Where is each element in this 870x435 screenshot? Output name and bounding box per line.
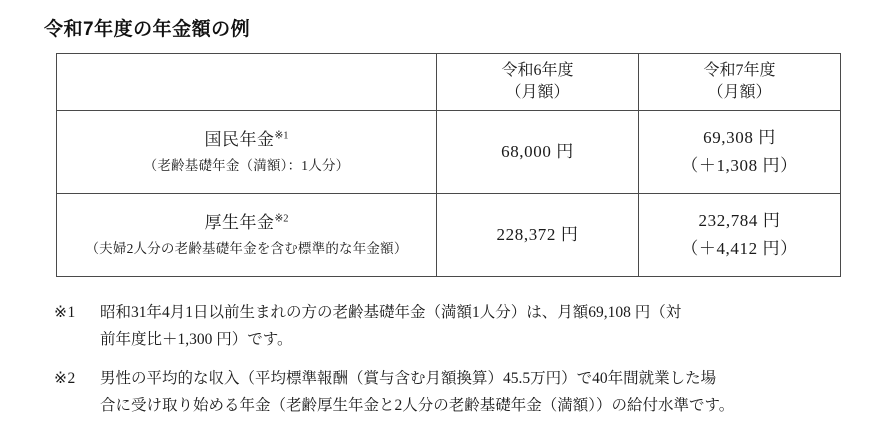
table-row — [57, 111, 841, 194]
footnotes — [54, 299, 854, 420]
cell-kokumin-fy6 — [437, 111, 639, 194]
row-label-main-text: 国民年金 — [204, 129, 275, 149]
row-label-kokumin-nenkin — [57, 111, 437, 194]
header-fy7-year: 令和7年度 — [703, 62, 776, 80]
cell-kokumin-fy7 — [639, 111, 841, 194]
table-header-row — [57, 54, 841, 111]
row-label-footnote-mark: ※1 — [274, 130, 289, 141]
row-label-main-text: 厚生年金 — [204, 212, 275, 232]
table-row — [57, 194, 841, 277]
amount-delta: （＋4,412 円） — [681, 239, 798, 258]
page-title: 令和7年度の年金額の例 — [44, 19, 251, 40]
footnote-text — [100, 365, 854, 419]
row-label-sub: （老齢基礎年金（満額）：1人分） — [143, 158, 350, 174]
amount-value: 68,000 円 — [501, 142, 574, 162]
cell-kosei-fy7 — [639, 194, 841, 277]
footnote-text — [100, 299, 854, 353]
row-label-main — [57, 211, 436, 235]
amount-delta: （＋1,308 円） — [681, 156, 798, 175]
header-cell-blank — [57, 54, 437, 111]
header-fy6-year: 令和6年度 — [501, 62, 574, 80]
footnote-1 — [54, 299, 854, 353]
footnote-line: 昭和31年4月1日以前生まれの方の老齢基礎年金（満額1人分）は、月額69,108 円（対 — [100, 304, 682, 321]
row-label-footnote-mark: ※2 — [274, 213, 289, 224]
amount-value: 69,308 円 — [703, 128, 776, 148]
cell-kosei-fy6 — [437, 194, 639, 277]
footnote-marker: ※1 — [54, 304, 76, 321]
pension-amount-table — [56, 53, 841, 277]
row-label-sub: （夫婦2人分の老齢基礎年金を含む標準的な年金額） — [85, 241, 408, 257]
row-label-main — [57, 128, 436, 152]
footnote-line: 前年度比＋1,300 円）です。 — [100, 331, 293, 349]
header-fy6-monthly: （月額） — [505, 84, 570, 101]
table-header — [57, 54, 841, 111]
header-cell-fy7 — [639, 54, 841, 111]
footnote-marker: ※2 — [54, 370, 76, 388]
table-body — [57, 111, 841, 277]
footnote-line: 合に受け取り始める年金（老齢厚生年金と2人分の老齢基礎年金（満額））の給付水準です。 — [100, 397, 735, 415]
footnote-2 — [54, 365, 854, 419]
footnote-line: 男性の平均的な収入（平均標準報酬（賞与含む月額換算）45.5万円）で40年間就業した場 — [100, 370, 717, 388]
amount-value: 228,372 円 — [496, 225, 579, 245]
amount-value: 232,784 円 — [698, 211, 781, 231]
header-cell-fy6 — [437, 54, 639, 111]
row-label-kosei-nenkin — [57, 194, 437, 277]
header-fy7-monthly: （月額） — [707, 84, 772, 101]
